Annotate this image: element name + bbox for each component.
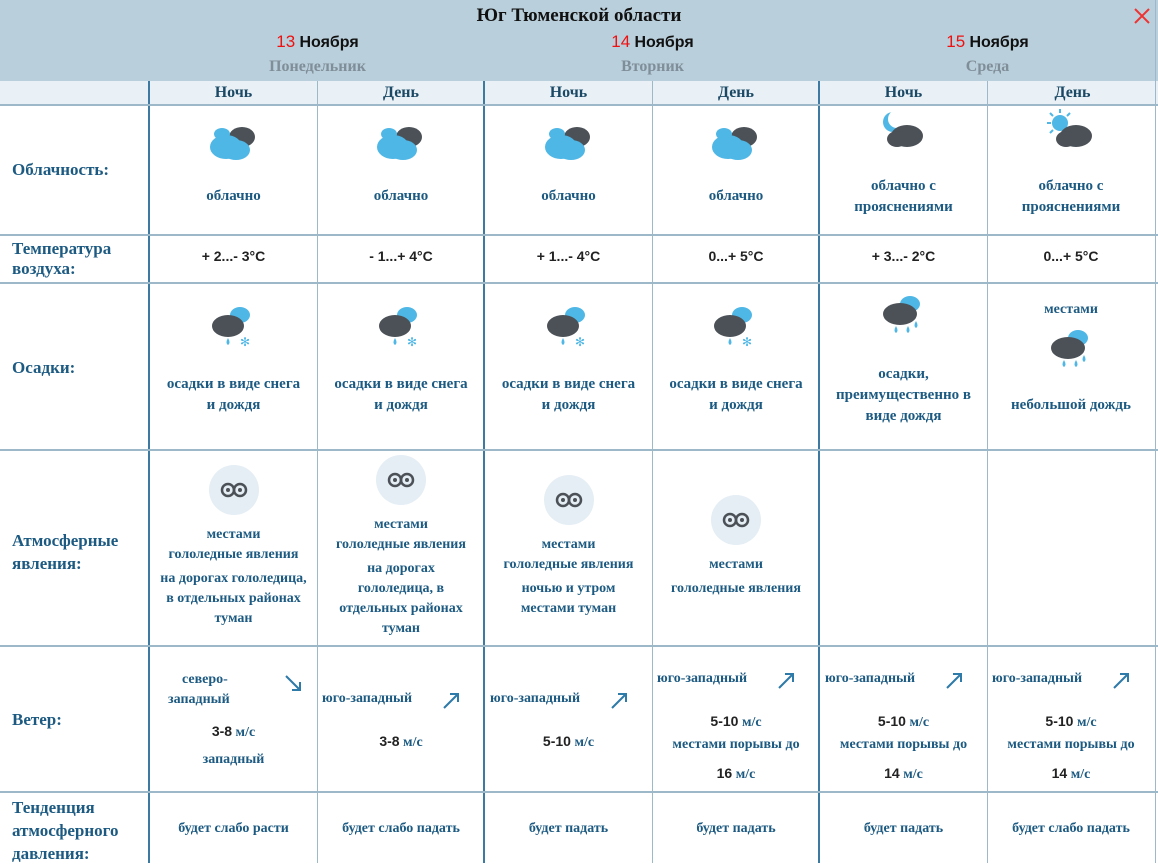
- phenomena-line: на дорогах: [367, 561, 435, 576]
- arrow-up-right-icon: [1110, 668, 1134, 692]
- temperature-value: 0...+ 5°C: [1043, 248, 1099, 264]
- wind-gust-line: местами порывы до: [839, 737, 968, 752]
- pressure-trend: будет падать: [863, 821, 944, 836]
- weekday-2: Вторник: [621, 58, 684, 75]
- pressure-trend: будет падать: [528, 821, 609, 836]
- phenomena-line: гололедные явления: [503, 557, 634, 572]
- wind-speed: [652, 711, 820, 733]
- temperature-value: - 1...+ 4°C: [369, 248, 433, 264]
- phenomena-line: гололедица, в: [357, 581, 445, 596]
- period-label: День: [1054, 84, 1091, 101]
- date-number: 13: [276, 32, 296, 51]
- svg-text:✻: ✻: [575, 335, 586, 349]
- date-day-1: [150, 32, 485, 52]
- wind-speed-unit: м/с: [1076, 715, 1097, 730]
- pressure-trend: будет слабо расти: [178, 821, 289, 836]
- wind-gust: [820, 735, 987, 785]
- row-label-pressure: [12, 796, 118, 865]
- cloud-text: [987, 176, 1155, 218]
- pressure-trend: будет слабо падать: [1012, 821, 1130, 836]
- precip-top-text: местами: [1044, 302, 1098, 317]
- wind-direction: юго-западный: [322, 691, 413, 706]
- precip-text: [485, 374, 652, 416]
- row-label-temp: [12, 239, 111, 279]
- pressure-trend: будет падать: [696, 821, 776, 836]
- pressure-trend: будет слабо падать: [342, 821, 460, 836]
- rain-snow-icon: [708, 302, 762, 352]
- grid-line: [0, 282, 1158, 284]
- cloudy-icon: [708, 120, 762, 164]
- cloud-text-line: облачно с: [871, 178, 936, 194]
- wind-gust: [987, 735, 1155, 785]
- row-label-line: Тенденция: [12, 798, 95, 817]
- temperature-value: + 2...- 3°C: [201, 248, 266, 264]
- wind-speed: [317, 731, 485, 753]
- row-label-line: явления:: [12, 554, 82, 573]
- wind-gust-value: [652, 763, 820, 785]
- phenomena-line: туман: [214, 611, 253, 626]
- phenomena-text: [652, 555, 820, 599]
- cloud-text-line: прояснениями: [854, 199, 953, 215]
- precip-text-line: и дождя: [709, 397, 763, 413]
- wind-direction: юго-западный: [825, 671, 916, 686]
- glaze-icon: [544, 475, 594, 525]
- wind-speed-value: 5-10: [542, 733, 571, 749]
- temperature-value: + 3...- 2°C: [871, 248, 936, 264]
- phenomena-text: [485, 535, 652, 619]
- cloud-text: [820, 176, 987, 218]
- period-label: День: [718, 84, 754, 101]
- cloudy-icon: [206, 120, 260, 164]
- phenomena-line: гололедные явления: [671, 581, 801, 596]
- wind-direction: [168, 670, 248, 710]
- row-label-cloud: Облачность:: [12, 160, 110, 179]
- period-label: Ночь: [549, 84, 588, 101]
- phenomena-text: [317, 515, 485, 639]
- precip-text-line: и дождя: [206, 397, 261, 413]
- wind-direction: юго-западный: [992, 671, 1083, 686]
- temperature-value: 0...+ 5°C: [708, 248, 764, 264]
- date-number: 14: [611, 32, 631, 51]
- rain-snow-icon: [206, 302, 260, 352]
- phenomena-line: туман: [381, 621, 420, 636]
- rain-icon: [876, 292, 930, 338]
- row-label-wind: Ветер:: [12, 710, 62, 729]
- phenomena-line: гололедные явления: [168, 547, 299, 562]
- precip-text: [652, 374, 820, 416]
- precip-text-line: преимущественно в: [836, 387, 971, 403]
- phenomena-line: в отдельных районах: [166, 591, 301, 606]
- wind-gust-unit: м/с: [735, 767, 756, 782]
- wind-direction-line: северо-: [182, 672, 228, 687]
- wind-gust-unit: м/с: [1070, 767, 1091, 782]
- phenomena-line: отдельных районах: [339, 601, 463, 616]
- phenomena-text: [150, 525, 317, 629]
- phenomena-line: местами: [541, 537, 596, 552]
- wind-direction: юго-западный: [657, 671, 748, 686]
- wind-gust-number: 16: [716, 765, 733, 781]
- date-day-3: [820, 32, 1155, 52]
- arrow-up-right-icon: [440, 688, 464, 712]
- precip-text-line: осадки в виде снега: [669, 376, 803, 392]
- wind-speed-value: 5-10: [877, 713, 906, 729]
- row-label-line: давления:: [12, 844, 90, 863]
- precip-text-line: осадки в виде снега: [166, 376, 301, 392]
- glaze-icon: [376, 455, 426, 505]
- grid-line: [0, 791, 1158, 793]
- arrow-up-right-icon: [608, 688, 632, 712]
- wind-speed-value: 5-10: [710, 713, 739, 729]
- phenomena-line: местами: [206, 527, 261, 542]
- wind-gust: [652, 735, 820, 785]
- sun-cloud-icon: [1044, 108, 1098, 152]
- phenomena-line: ночью и утром: [521, 581, 616, 596]
- cloud-text: облачно: [541, 188, 596, 204]
- wind-extra: западный: [202, 752, 265, 767]
- grid-line: [0, 234, 1158, 236]
- wind-direction: юго-западный: [490, 691, 581, 706]
- date-month: Ноября: [299, 34, 359, 51]
- wind-speed-unit: м/с: [403, 735, 423, 750]
- period-label: Ночь: [214, 84, 253, 101]
- wind-speed-value: 3-8: [379, 733, 400, 749]
- arrow-up-right-icon: [943, 668, 967, 692]
- wind-speed: [485, 731, 652, 753]
- precip-text: [820, 364, 987, 427]
- wind-speed: [150, 721, 317, 743]
- wind-gust-line: местами порывы до: [672, 737, 800, 752]
- row-label-line: Температура: [12, 239, 112, 258]
- row-label-precip: Осадки:: [12, 358, 76, 377]
- precip-text-line: осадки в виде снега: [501, 376, 636, 392]
- date-month: Ноября: [969, 34, 1029, 51]
- row-label-line: атмосферного: [12, 821, 119, 840]
- region-title: Юг Тюменской области: [476, 5, 682, 26]
- wind-gust-value: [987, 763, 1155, 785]
- wind-gust-number: 14: [1051, 765, 1068, 781]
- temperature-value: + 1...- 4°C: [536, 248, 601, 264]
- grid-line: [1155, 0, 1156, 863]
- rain-icon: [1044, 326, 1098, 372]
- date-month: Ноября: [634, 34, 694, 51]
- cloudy-icon: [541, 120, 595, 164]
- date-day-2: [485, 32, 820, 52]
- precip-text-line: и дождя: [374, 397, 428, 413]
- precip-text-line: осадки,: [878, 366, 929, 382]
- cloud-text: облачно: [708, 188, 764, 204]
- weekday-3: Среда: [965, 58, 1010, 75]
- precip-text-line: осадки в виде снега: [334, 376, 468, 392]
- wind-gust-value: [820, 763, 987, 785]
- period-label: День: [383, 84, 419, 101]
- wind-speed-unit: м/с: [235, 725, 256, 740]
- wind-speed: [820, 711, 987, 733]
- grid-line: [0, 645, 1158, 647]
- wind-speed-unit: м/с: [909, 715, 930, 730]
- cloud-text: облачно: [373, 188, 429, 204]
- arrow-up-right-icon: [775, 668, 799, 692]
- wind-speed-unit: м/с: [741, 715, 762, 730]
- weekday-1: Понедельник: [269, 58, 366, 75]
- cloud-text: облачно: [206, 188, 261, 204]
- phenomena-line: местами туман: [520, 601, 617, 616]
- phenomena-line: местами: [709, 557, 763, 572]
- precip-text-line: виде дождя: [865, 408, 942, 424]
- phenomena-line: местами: [374, 517, 428, 532]
- moon-cloud-icon: [877, 108, 931, 152]
- wind-speed-value: 5-10: [1045, 713, 1074, 729]
- cloud-text-line: прояснениями: [1021, 199, 1121, 215]
- svg-text:✻: ✻: [240, 335, 251, 349]
- phenomena-line: на дорогах гололедица,: [160, 571, 307, 586]
- rain-snow-icon: [541, 302, 595, 352]
- precip-text: небольшой дождь: [1011, 397, 1131, 413]
- glaze-icon: [711, 495, 761, 545]
- wind-speed: [987, 711, 1155, 733]
- row-label-line: воздуха:: [12, 259, 76, 278]
- date-number: 15: [946, 32, 966, 51]
- wind-speed-unit: м/с: [574, 735, 595, 750]
- cloudy-icon: [373, 120, 427, 164]
- close-icon[interactable]: [1132, 6, 1152, 26]
- grid-line: [0, 104, 1158, 106]
- period-label: Ночь: [884, 84, 923, 101]
- svg-text:✻: ✻: [742, 335, 753, 349]
- phenomena-line: гололедные явления: [336, 537, 466, 552]
- arrow-down-right-icon: [282, 672, 306, 696]
- glaze-icon: [209, 465, 259, 515]
- wind-direction-line: западный: [168, 692, 230, 707]
- cloud-text-line: облачно с: [1038, 178, 1104, 194]
- svg-text:✻: ✻: [407, 335, 418, 349]
- precip-text-line: и дождя: [541, 397, 596, 413]
- wind-gust-number: 14: [884, 765, 900, 781]
- row-label-phenomena: [12, 529, 118, 575]
- wind-gust-line: местами порывы до: [1007, 737, 1135, 752]
- precip-text: [150, 374, 317, 416]
- wind-gust-unit: м/с: [903, 767, 923, 782]
- row-label-line: Атмосферные: [12, 531, 119, 550]
- wind-speed-value: 3-8: [211, 723, 233, 739]
- precip-text: [317, 374, 485, 416]
- grid-line: [0, 449, 1158, 451]
- rain-snow-icon: [373, 302, 427, 352]
